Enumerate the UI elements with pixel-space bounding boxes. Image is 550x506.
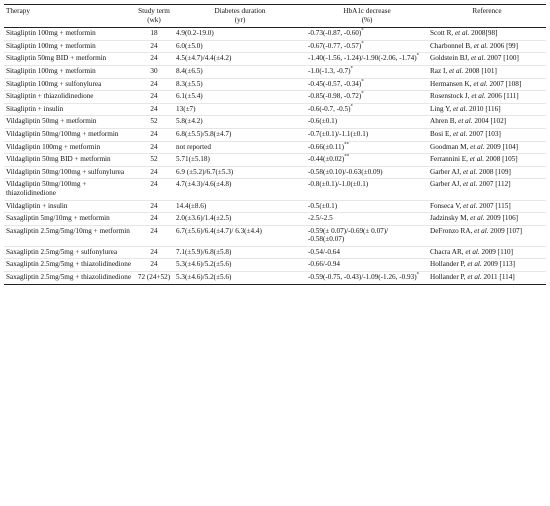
ref-etal: et al. — [465, 247, 480, 256]
ref-etal: et al. — [471, 92, 486, 101]
cell-diabetes-duration: not reported — [176, 142, 211, 151]
ref-author: Hermansen K, — [430, 79, 474, 88]
table-row — [4, 78, 546, 91]
cell-hba1c-decrease — [306, 116, 428, 129]
cell-study-term: 24 — [150, 142, 158, 151]
table-row — [4, 141, 546, 154]
cell-therapy: Vildagliptin + insulin — [6, 201, 68, 210]
ref-author: Fonseca V, — [430, 201, 464, 210]
cell-reference — [428, 116, 546, 129]
ref-etal: et al. — [462, 167, 478, 176]
ref-year-citation: 2007 [100] — [485, 54, 519, 63]
cell-study-term: 24 — [150, 92, 158, 101]
cell-hba1c-decrease — [306, 28, 428, 41]
hba1c-value: -0.54/-0.64 — [308, 247, 340, 256]
ref-etal: et al. — [474, 226, 489, 235]
hba1c-value: -1.0(-1.3, -0.7) — [308, 66, 351, 75]
cell-diabetes-duration: 13(±7) — [176, 104, 196, 113]
ref-author: Garber AJ, — [430, 180, 463, 189]
cell-hba1c-decrease — [306, 91, 428, 104]
header-row — [4, 5, 546, 28]
ref-author: Goodman M, — [430, 142, 471, 151]
ref-year-citation: 2009 [106] — [484, 214, 519, 223]
header-study-term: Study term (wk) — [134, 5, 174, 28]
table-row — [4, 91, 546, 104]
table-row — [4, 103, 546, 116]
hba1c-value: -0.8(±0.1)/-1.0(±0.1) — [308, 180, 369, 189]
hba1c-value: -0.7(±0.1)/-1.1(±0.1) — [308, 129, 369, 138]
significance-marker: ** — [344, 142, 350, 148]
cell-diabetes-duration: 2.0(±3.6)/1.4(±2.5) — [176, 214, 232, 223]
ref-year-citation: 2010 [116] — [467, 104, 501, 113]
cell-therapy: Sitagliptin + thiazolidinedione — [6, 92, 94, 101]
cell-hba1c-decrease — [306, 213, 428, 226]
cell-hba1c-decrease — [306, 128, 428, 141]
table-row — [4, 154, 546, 167]
ref-author: Goldstein BJ, — [430, 54, 471, 63]
cell-study-term: 24 — [150, 79, 158, 88]
cell-diabetes-duration: 4.9(0.2-19.0) — [176, 29, 214, 38]
cell-study-term: 24 — [150, 260, 158, 269]
therapy-table-container — [4, 4, 546, 285]
ref-year-citation: 2008 [109] — [477, 167, 511, 176]
cell-hba1c-decrease — [306, 53, 428, 66]
table-header — [4, 5, 546, 28]
cell-study-term: 24 — [150, 104, 158, 113]
cell-diabetes-duration: 4.5(±4.7)/4.4(±4.2) — [176, 54, 232, 63]
table-body — [4, 28, 546, 284]
cell-study-term: 52 — [150, 117, 158, 126]
cell-therapy: Saxagliptin 2.5mg/5mg + sulfonylurea — [6, 247, 118, 256]
table-row — [4, 40, 546, 53]
hba1c-value: -0.6(-0.7, -0.5) — [308, 104, 351, 113]
cell-study-term: 30 — [150, 66, 158, 75]
cell-diabetes-duration: 6.0(±5.0) — [176, 41, 203, 50]
ref-year-citation: 2008 [105] — [484, 155, 518, 164]
table-row — [4, 128, 546, 141]
hba1c-value: -1.40(-1.56, -1.24)/-1.90(-2.06, -1.74) — [308, 54, 417, 63]
ref-author: Hollander P, — [430, 260, 468, 269]
cell-reference — [428, 103, 546, 116]
cell-study-term: 24 — [150, 247, 158, 256]
cell-reference — [428, 225, 546, 246]
ref-year-citation: 2007 [115] — [477, 201, 511, 210]
header-hba1c-decrease: HbA1c decrease (%) — [306, 5, 428, 28]
ref-author: Rosenstock J, — [430, 92, 472, 101]
ref-author: Chacra AR, — [430, 247, 466, 256]
cell-therapy: Vildagliptin 50mg/100mg + sulfonylurea — [6, 167, 125, 176]
cell-diabetes-duration: 7.1(±5.9)/6.8(±5.8) — [176, 247, 232, 256]
cell-diabetes-duration: 8.4(±6.5) — [176, 66, 203, 75]
cell-reference — [428, 40, 546, 53]
ref-author: DeFronzo RA, — [430, 226, 475, 235]
table-row — [4, 272, 546, 285]
ref-author: Ferrannini E, — [430, 155, 470, 164]
cell-reference — [428, 166, 546, 179]
cell-hba1c-decrease — [306, 40, 428, 53]
ref-etal: et al. — [470, 142, 485, 151]
cell-diabetes-duration: 4.7(±4.3)/4.6(±4.8) — [176, 180, 232, 189]
cell-reference — [428, 78, 546, 91]
cell-study-term: 24 — [150, 180, 158, 189]
ref-author: Ahren B, — [430, 117, 459, 126]
table-row — [4, 166, 546, 179]
ref-etal: et al. — [473, 79, 488, 88]
ref-etal: et al. — [463, 201, 478, 210]
ref-etal: et al. — [454, 29, 470, 38]
ref-year-citation: 2009 [104] — [484, 142, 519, 151]
cell-diabetes-duration: 6.7(±5.6)/6.4(±4.7)/ 6.3(±4.4) — [176, 226, 262, 235]
ref-etal: et al. — [467, 273, 482, 282]
ref-etal: et al. — [470, 214, 485, 223]
cell-diabetes-duration: 6.9 (±5.2)/6.7(±5.3) — [176, 167, 234, 176]
dpp4-therapy-table — [4, 4, 546, 285]
cell-therapy: Saxagliptin 2.5mg/5mg/10mg + metformin — [6, 226, 130, 235]
ref-year-citation: 2007 [103] — [467, 129, 501, 138]
ref-year-citation: 2009 [110] — [479, 247, 513, 256]
cell-hba1c-decrease — [306, 259, 428, 272]
cell-reference — [428, 91, 546, 104]
cell-therapy: Sitagliptin 50mg BID + metformin — [6, 54, 107, 63]
ref-year-citation: 2006 [99] — [488, 41, 519, 50]
ref-year-citation: 2009 [113] — [481, 260, 515, 269]
cell-therapy: Vildagliptin 50mg/100mg + metformin — [6, 129, 119, 138]
ref-author: Bosi E, — [430, 129, 453, 138]
cell-study-term: 24 — [150, 129, 158, 138]
ref-year-citation: 2007 [108] — [487, 79, 522, 88]
hba1c-value: -0.58(±0.10)/-0.63(±0.09) — [308, 167, 383, 176]
cell-hba1c-decrease — [306, 179, 428, 200]
ref-year-citation: 2006 [111] — [485, 92, 519, 101]
cell-therapy: Saxagliptin 2.5mg/5mg + thiazolidinedione — [6, 273, 132, 282]
table-row — [4, 116, 546, 129]
significance-marker: * — [416, 53, 420, 59]
table-row — [4, 179, 546, 200]
cell-study-term: 24 — [150, 54, 158, 63]
table-row — [4, 259, 546, 272]
cell-diabetes-duration: 5.3(±4.6)/5.2(±5.6) — [176, 273, 232, 282]
ref-author: Hollander P, — [430, 273, 468, 282]
cell-therapy: Sitagliptin 100mg + metformin — [6, 66, 96, 75]
cell-reference — [428, 179, 546, 200]
cell-diabetes-duration: 5.71(±5.18) — [176, 155, 210, 164]
cell-therapy: Vildagliptin 100mg + metformin — [6, 142, 101, 151]
ref-etal: et al. — [467, 260, 482, 269]
cell-therapy: Sitagliptin 100mg + metformin — [6, 29, 96, 38]
significance-marker: * — [361, 41, 364, 47]
ref-etal: et al. — [452, 129, 468, 138]
ref-author: Garber AJ, — [430, 167, 463, 176]
cell-reference — [428, 128, 546, 141]
table-row — [4, 65, 546, 78]
cell-hba1c-decrease — [306, 103, 428, 116]
cell-hba1c-decrease — [306, 246, 428, 259]
hba1c-value: -0.59(-0.75, -0.43)/-1.09(-1.26, -0.93) — [308, 273, 417, 282]
hba1c-value: -2.5/-2.5 — [308, 214, 333, 223]
significance-marker: * — [350, 66, 354, 72]
ref-etal: et al. — [462, 180, 478, 189]
cell-diabetes-duration: 14.4(±8.6) — [176, 201, 207, 210]
cell-hba1c-decrease — [306, 141, 428, 154]
cell-reference — [428, 259, 546, 272]
significance-marker: * — [361, 91, 364, 97]
cell-reference — [428, 65, 546, 78]
cell-study-term: 24 — [150, 226, 158, 235]
ref-year-citation: 2004 [102] — [472, 117, 507, 126]
ref-etal: et al. — [448, 66, 464, 75]
cell-reference — [428, 213, 546, 226]
hba1c-value: -0.44(±0.02) — [308, 155, 345, 164]
ref-year-citation: 2009 [107] — [488, 226, 523, 235]
hba1c-value: -0.45(-0.57, -0.34) — [308, 79, 362, 88]
cell-diabetes-duration: 5.3(±4.6)/5.2(±5.6) — [176, 260, 232, 269]
significance-marker: * — [350, 104, 354, 110]
cell-therapy: Vildagliptin 50mg + metformin — [6, 117, 97, 126]
cell-reference — [428, 272, 546, 285]
hba1c-value: -0.59(± 0.07)/-0.69(± 0.07)/ -0.58(±0.07) — [308, 226, 389, 244]
cell-study-term: 52 — [150, 155, 158, 164]
cell-hba1c-decrease — [306, 65, 428, 78]
hba1c-value: -0.66(±0.11) — [308, 142, 345, 151]
hba1c-value: -0.5(±0.1) — [308, 201, 338, 210]
cell-study-term: 72 (24+52) — [137, 273, 171, 282]
ref-author: Charbonnel B, — [430, 41, 474, 50]
ref-author: Raz I, — [430, 66, 449, 75]
cell-hba1c-decrease — [306, 78, 428, 91]
cell-therapy: Saxagliptin 2.5mg/5mg + thiazolidinedione — [6, 260, 132, 269]
cell-therapy: Sitagliptin 100mg + metformin — [6, 41, 96, 50]
cell-study-term: 24 — [150, 167, 158, 176]
table-row — [4, 28, 546, 41]
hba1c-value: -0.67(-0.77, -0.57) — [308, 41, 362, 50]
ref-etal: et al. — [470, 54, 486, 63]
cell-study-term: 18 — [150, 29, 158, 38]
cell-study-term: 24 — [150, 41, 158, 50]
significance-marker: * — [416, 272, 420, 278]
ref-author: Jadzinsky M, — [430, 214, 471, 223]
significance-marker: * — [361, 79, 364, 85]
cell-reference — [428, 28, 546, 41]
cell-therapy: Sitagliptin 100mg + sulfonylurea — [6, 79, 102, 88]
table-row — [4, 53, 546, 66]
ref-year-citation: 2007 [112] — [477, 180, 511, 189]
cell-therapy: Sitagliptin + insulin — [6, 104, 64, 113]
table-row — [4, 213, 546, 226]
cell-study-term: 24 — [150, 201, 158, 210]
ref-author: Scott R, — [430, 29, 455, 38]
header-therapy: Therapy — [4, 5, 134, 28]
hba1c-value: -0.85(-0.98, -0.72) — [308, 92, 362, 101]
cell-hba1c-decrease — [306, 166, 428, 179]
cell-diabetes-duration: 8.3(±5.5) — [176, 79, 203, 88]
ref-year-citation: 2008 [101] — [463, 66, 497, 75]
table-row — [4, 246, 546, 259]
cell-hba1c-decrease — [306, 225, 428, 246]
cell-reference — [428, 200, 546, 213]
cell-therapy: Saxagliptin 5mg/10mg + metformin — [6, 214, 110, 223]
cell-reference — [428, 246, 546, 259]
significance-marker: * — [361, 28, 364, 34]
ref-etal: et al. — [452, 104, 468, 113]
cell-hba1c-decrease — [306, 154, 428, 167]
cell-reference — [428, 141, 546, 154]
ref-etal: et al. — [473, 41, 489, 50]
ref-etal: et al. — [469, 155, 485, 164]
ref-year-citation: 2008[98] — [469, 29, 498, 38]
significance-marker: ** — [344, 154, 350, 160]
ref-year-citation: 2011 [114] — [481, 273, 515, 282]
hba1c-value: -0.66/-0.94 — [308, 260, 340, 269]
ref-etal: et al. — [458, 117, 473, 126]
cell-hba1c-decrease — [306, 272, 428, 285]
cell-hba1c-decrease — [306, 200, 428, 213]
cell-therapy: Vildagliptin 50mg/100mg + thiazolidinedione — [6, 180, 87, 197]
cell-reference — [428, 53, 546, 66]
cell-reference — [428, 154, 546, 167]
header-diabetes-duration: Diabetes duration (yr) — [174, 5, 306, 28]
header-reference: Reference — [428, 5, 546, 28]
cell-study-term: 24 — [150, 214, 158, 223]
cell-diabetes-duration: 6.8(±5.5)/5.8(±4.7) — [176, 129, 232, 138]
table-row — [4, 200, 546, 213]
cell-diabetes-duration: 5.8(±4.2) — [176, 117, 203, 126]
table-row — [4, 225, 546, 246]
cell-therapy: Vildagliptin 50mg BID + metformin — [6, 155, 111, 164]
ref-author: Ling Y, — [430, 104, 453, 113]
hba1c-value: -0.73(-0.87, -0.60) — [308, 29, 362, 38]
cell-diabetes-duration: 6.1(±5.4) — [176, 92, 203, 101]
hba1c-value: -0.6(±0.1) — [308, 117, 338, 126]
